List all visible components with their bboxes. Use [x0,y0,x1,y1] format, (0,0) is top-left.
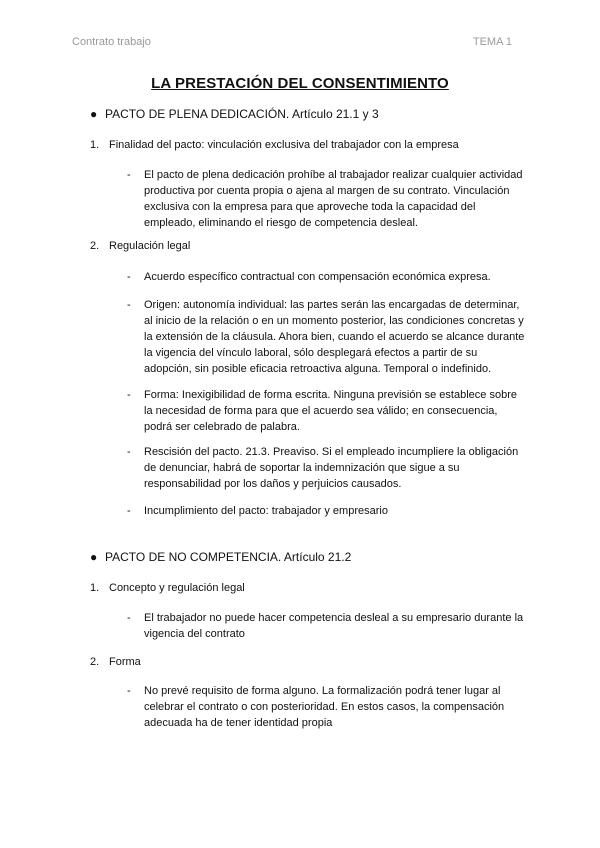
header-left: Contrato trabajo [72,36,151,48]
item-number: 1. [90,582,100,594]
section-heading: PACTO DE NO COMPETENCIA. Artículo 21.2 [105,550,352,564]
dash-point [127,683,527,731]
dash-icon: - [127,299,131,311]
item-number: 2. [90,656,100,668]
dash-icon: - [127,389,131,401]
bullet-icon: ● [90,550,98,564]
item-heading: Finalidad del pacto: vinculación exclusiva del trabajador con la empresa [109,139,459,151]
section-heading: PACTO DE PLENA DEDICACIÓN. Artículo 21.1 y 3 [105,107,379,121]
header-right: TEMA 1 [472,36,512,48]
point-text: Origen: autonomía individual: las partes serán las encargadas de determinar, al inicio de la relación o en un momento posterior, las condiciones concretas y la extensión de la cláusula. Ahora bien, cuando el acuerdo se alcance durante la vigencia del vínculo laboral, sólo desplegará efectos a partir de su adopción, sin posible eficacia retroactiva alguna. Temporal o indefinido. [144,299,525,375]
dash-icon: - [127,169,131,181]
dash-icon: - [127,685,131,697]
dash-point [127,387,527,435]
dash-point [127,167,527,231]
numbered-item [90,656,141,668]
point-text: Acuerdo específico contractual con compensación económica expresa. [144,271,491,283]
point-text: El pacto de plena dedicación prohíbe al trabajador realizar cualquier actividad productiva por cuenta propia o ajena al margen de su contrato. Vinculación exclusiva con la empresa para que aproveche toda la capacidad del empleado, eliminando el riesgo de competencia desleal. [144,169,523,229]
point-text: Incumplimiento del pacto: trabajador y empresario [144,505,388,517]
point-text: Forma: Inexigibilidad de forma escrita. Ninguna previsión se establece sobre la necesidad de forma para que el acuerdo sea válido; en consecuencia, podrá ser celebrado de palabra. [144,389,517,433]
item-heading: Regulación legal [109,240,191,252]
numbered-item [90,582,245,594]
item-heading: Concepto y regulación legal [109,582,245,594]
bullet-icon: ● [90,107,98,121]
point-text: El trabajador no puede hacer competencia desleal a su empresario durante la vigencia del contrato [144,612,524,640]
dash-icon: - [127,446,131,458]
section-bullet [90,550,351,564]
numbered-item [90,240,190,252]
section-bullet [90,107,379,121]
dash-point [127,610,527,642]
item-number: 1. [90,139,100,151]
item-number: 2. [90,240,100,252]
dash-icon: - [127,271,131,283]
item-heading: Forma [109,656,141,668]
dash-point [127,269,527,285]
dash-icon: - [127,505,131,517]
point-text: Rescisión del pacto. 21.3. Preaviso. Si el empleado incumpliere la obligación de denunciar, habrá de soportar la indemnización que sigue a su responsabilidad por los daños y perjuicios causados. [144,446,519,490]
dash-point [127,503,527,519]
numbered-item [90,139,459,151]
page-title: LA PRESTACIÓN DEL CONSENTIMIENTO [151,75,449,92]
point-text: No prevé requisito de forma alguno. La formalización podrá tener lugar al celebrar el contrato o con posterioridad. En estos casos, la compensación adecuada ha de tener identidad propia [144,685,505,729]
dash-icon: - [127,612,131,624]
dash-point [127,297,527,377]
dash-point [127,444,527,492]
